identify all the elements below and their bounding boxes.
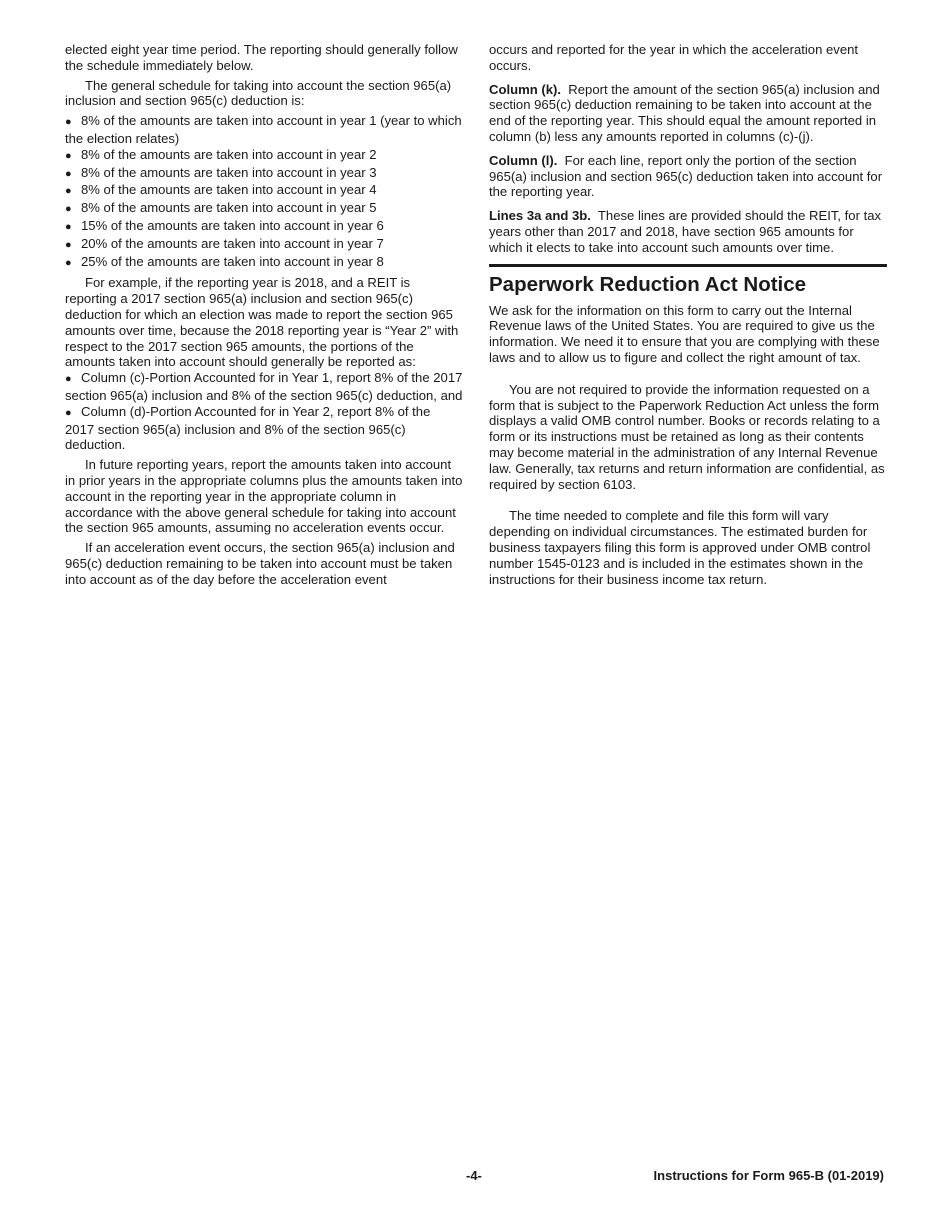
paragraph-acceleration-event: If an acceleration event occurs, the section 965(a) inclusion and 965(c) deduction remaining to be taken into account must be taken into account as of the day before the acceleration event	[65, 540, 455, 587]
column-k-label: Column (k).	[489, 81, 562, 97]
paragraph-acceleration-continuation: occurs and reported for the year in which the acceleration event occurs.	[489, 42, 859, 73]
lines-3a-3b-text: These lines are provided should the REIT, for tax years other than 2017 and 2018, have section 965 amounts for which it elects to take into account such amounts over time.	[489, 208, 882, 255]
list-item: ● 8% of the amounts are taken into account in year 4	[65, 182, 463, 200]
list-item: ● 8% of the amounts are taken into account in year 1 (year to which the election relates)	[65, 113, 462, 146]
bullet-icon: ●	[65, 406, 72, 419]
paragraph-notice-1: We ask for the information on this form to carry out the Internal Revenue laws of the United States. You are required to give us the information. We need it to ensure that you are complying with these laws and to allow us to figure and collect the right amount of tax.	[489, 302, 880, 365]
paragraph-continuation: elected eight year time period. The reporting should generally follow the schedule immediately below.	[65, 42, 458, 73]
section-divider	[489, 264, 887, 267]
footer-form-title: Instructions for Form 965-B (01-2019)	[653, 1168, 884, 1183]
bullet-icon: ●	[65, 238, 72, 251]
right-column	[489, 42, 887, 591]
list-item: ● 8% of the amounts are taken into account in year 2	[65, 147, 463, 165]
column-l-text: For each line, report only the portion of the section 965(a) inclusion and section 965(c) deduction taken into account for the reporting year.	[489, 152, 883, 200]
bullet-icon: ●	[65, 116, 72, 129]
example-bullet-list	[65, 370, 463, 453]
lines-3a-3b-label: Lines 3a and 3b.	[489, 208, 591, 224]
column-k-text: Report the amount of the section 965(a) inclusion and section 965(c) deduction remaining to be taken into account at the end of the reporting year. This should equal the amount reported in column (b) less any amounts reported in columns (c)-(j).	[489, 81, 880, 144]
bullet-icon: ●	[65, 203, 72, 216]
paragraph-example: For example, if the reporting year is 2018, and a REIT is reporting a 2017 section 965(a) inclusion and section 965(c) deduction for which an election was made to report the section 965 amounts over time, because the 2018 reporting year is “Year 2” with respect to the 2017 section 965 amounts, the portions of the amounts taken into account should generally be reported as:	[65, 275, 459, 370]
paragraph-lines-3a-3b	[489, 208, 887, 255]
list-item: ● 25% of the amounts are taken into account in year 8	[65, 254, 463, 272]
page-number: -4-	[466, 1168, 482, 1183]
list-item: ● Column (d)-Portion Accounted for in Year 2, report 8% of the 2017 section 965(a) inclusion and 8% of the section 965(c) deduction.	[65, 403, 431, 453]
list-item: ● 8% of the amounts are taken into account in year 5	[65, 200, 463, 218]
paragraph-notice-2: You are not required to provide the information requested on a form that is subject to the Paperwork Reduction Act unless the form displays a valid OMB control number. Books or records relating to a form or its instructions must be retained as long as their contents may become material in the administration of any Internal Revenue law. Generally, tax returns and return information are confidential, as required by section 6103.	[489, 381, 885, 492]
bullet-icon: ●	[65, 167, 72, 180]
list-item: ● 20% of the amounts are taken into account in year 7	[65, 236, 463, 254]
bullet-icon: ●	[65, 185, 72, 198]
paragraph-notice-3: The time needed to complete and file this form will vary depending on individual circumstances. The estimated burden for business taxpayers filing this form is approved under OMB control number 1545-0123 and is included in the estimates shown in the instructions for their business income tax return.	[489, 508, 871, 587]
paragraph-future-years: In future reporting years, report the amounts taken into account in prior years in the appropriate columns plus the amounts taken into account in the reporting year in the appropriate column in accordance with the above general schedule for taking into account the section 965 amounts, assuming no acceleration events occur.	[65, 457, 463, 536]
bullet-icon: ●	[65, 256, 72, 269]
list-item: ● 8% of the amounts are taken into account in year 3	[65, 165, 463, 183]
bullet-icon: ●	[65, 149, 72, 162]
paragraph-column-l	[489, 153, 887, 200]
paragraph-general-schedule: The general schedule for taking into account the section 965(a) inclusion and section 965(c) deduction is:	[65, 77, 452, 109]
list-item: ● Column (c)-Portion Accounted for in Year 1, report 8% of the 2017 section 965(a) inclusion and 8% of the section 965(c) deduction, and	[65, 370, 463, 403]
bullet-icon: ●	[65, 373, 72, 386]
section-heading-paperwork-reduction: Paperwork Reduction Act Notice	[489, 272, 807, 296]
column-l-label: Column (l).	[489, 152, 558, 168]
left-column	[65, 42, 463, 592]
list-item: ● 15% of the amounts are taken into account in year 6	[65, 218, 463, 236]
schedule-bullet-list	[65, 113, 463, 271]
bullet-icon: ●	[65, 220, 72, 233]
paragraph-column-k	[489, 82, 887, 145]
